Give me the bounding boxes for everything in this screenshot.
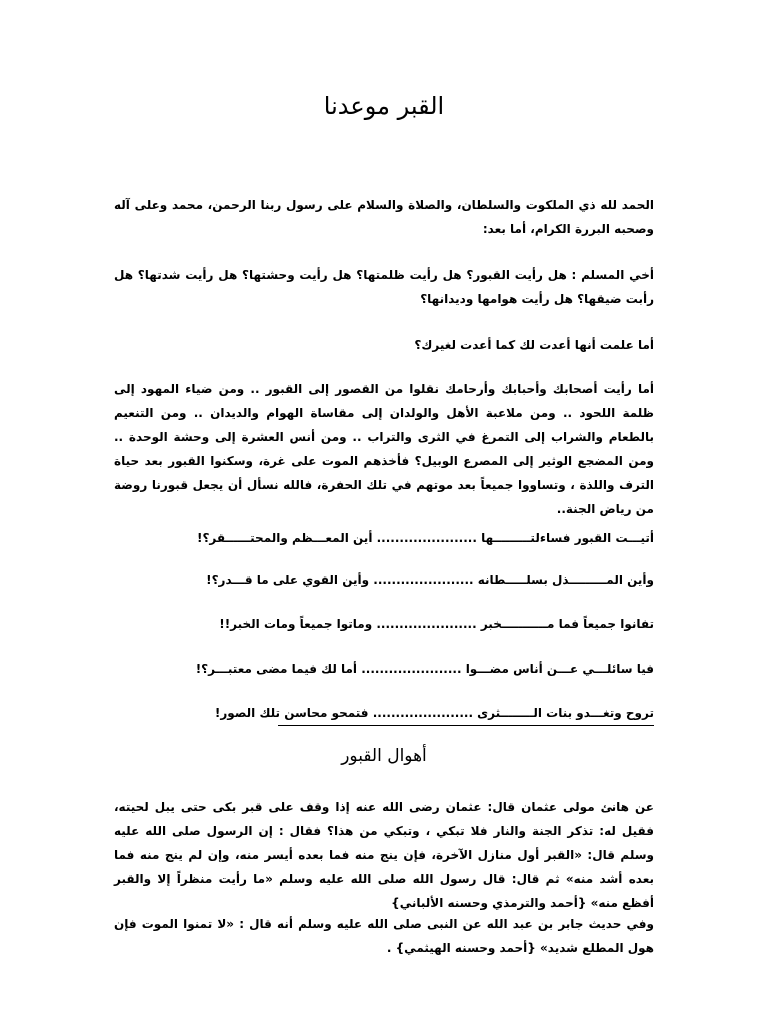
poem-verse: تفانوا جميعاً فما مـــــــــــخبر ...................... وماتوا جميعاً ومات الخبر!! xyxy=(219,617,654,631)
document-page xyxy=(114,0,654,1024)
section-divider xyxy=(278,725,654,726)
hadith-paragraph-1: عن هانئ مولى عثمان قال: عثمان رضى الله عنه إذا وقف على قبر بكى حتى يبل لحيته، فقيل له: تذكر الجنة والنار فلا تبكي ، وتبكي من هذا؟ فقال : إن الرسول صلى الله عليه وسلم قال: «القبر أول منازل الآخرة، فإن ينج منه فما بعده أيسر منه، وإن لم ينج منه فما بعده أشد منه» ثم قال: قال رسول الله صلى الله عليه وسلم «ما رأيت منظراً إلا والقبر أفظع منه» {أحمد والترمذي وحسنه الألباني} xyxy=(114,800,654,910)
hadith-paragraph-2: وفي حديث جابر بن عبد الله عن النبى صلى الله عليه وسلم أنه قال : «لا تمنوا الموت فإن هول المطلع شديد» {أحمد وحسنه الهيثمي} . xyxy=(114,917,654,955)
poem-verse: أتيـــت القبور فساءلتـــــــــها ...................... أين المعـــظم والمحتــــــقر؟! xyxy=(197,531,654,545)
reflection-paragraph: أما رأيت أصحابك وأحبابك وأرحامك نقلوا من القصور إلى القبور .. ومن ضياء المهود إلى ظلمة اللحود .. ومن ملاعبة الأهل والولدان إلى مقاساة الهوام والديدان .. ومن التنعيم بالطعام والشراب إلى التمرغ في الثرى والتراب .. ومن أنس العشرة إلى وحشة الوحدة .. ومن المضجع الوثير إلى المصرع الوبيل؟ فأخذهم الموت على غرة، وسكنوا القبور بعد حياة الترف واللذة ، وتساووا جميعاً بعد موتهم في تلك الحفرة، فالله نسأل أن يجعل قبورنا روضة من رياض الجنة.. xyxy=(114,382,654,516)
questions-paragraph: أخي المسلم : هل رأيت القبور؟ هل رأيت ظلمتها؟ هل رأيت وحشتها؟ هل رأيت شدتها؟ هل رأبت ضيقها؟ هل رأيت هوامها وديدانها؟ xyxy=(114,268,654,306)
section-title: أهوال القبور xyxy=(341,746,427,766)
poem-verse: تروح وتغـــدو بنات الــــــــثرى ...................... فتمحو محاسن تلك الصور! xyxy=(214,706,654,720)
prepared-paragraph: أما علمت أنها أعدت لك كما أعدت لغيرك؟ xyxy=(414,338,654,352)
page-title: القبر موعدنا xyxy=(323,92,445,120)
poem-verse: فيا سائلـــي عـــن أناس مضـــوا ...................... أما لك فيما مضى معتبـــر؟! xyxy=(195,662,654,676)
intro-paragraph: الحمد لله ذي الملكوت والسلطان، والصلاة والسلام على رسول ربنا الرحمن، محمد وعلى آله وصحبه البررة الكرام، أما بعد: xyxy=(114,198,654,236)
poem-verse: وأين المـــــــــذل بسلـــــطانه ...................... وأين القوي على ما قـــدر؟! xyxy=(206,573,654,587)
